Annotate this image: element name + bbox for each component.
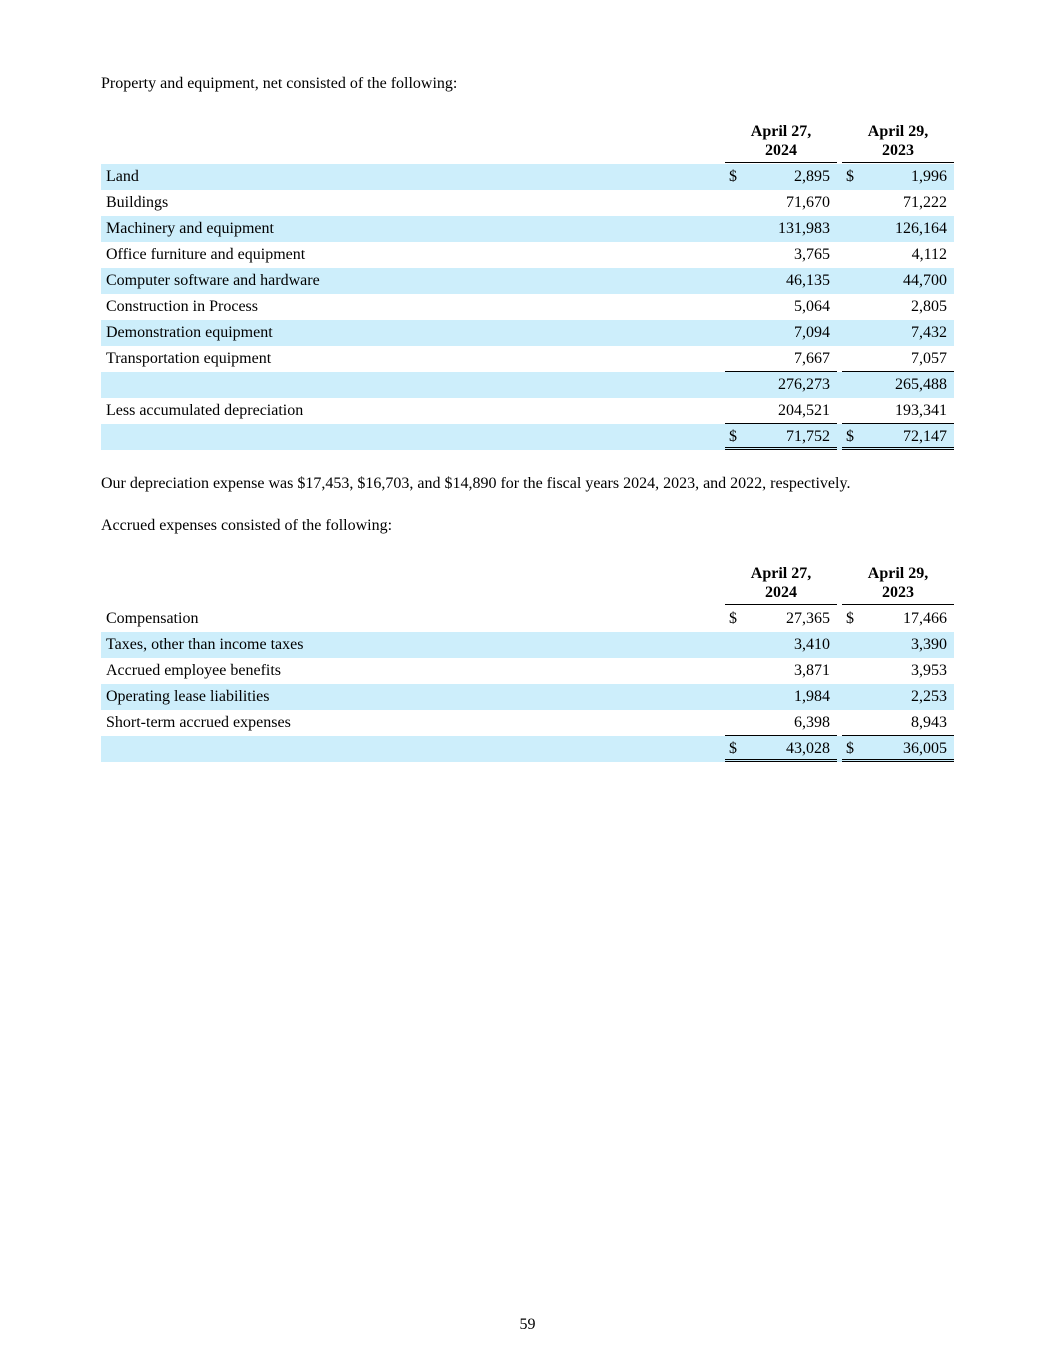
value-2023: 265,488 [895, 376, 947, 393]
table-header [101, 564, 954, 606]
table-row [101, 710, 954, 736]
subtotal-row [101, 372, 954, 398]
row-label: Less accumulated depreciation [106, 402, 304, 419]
column-header-2023: April 29, 2023 [842, 564, 954, 605]
value-2024: 276,273 [778, 376, 830, 393]
column-header-2023: April 29, 2023 [842, 122, 954, 163]
currency-symbol: $ [729, 168, 737, 185]
currency-symbol: $ [846, 168, 854, 185]
row-label: Taxes, other than income taxes [106, 636, 304, 653]
currency-symbol: $ [729, 428, 737, 445]
table-row [101, 242, 954, 268]
value-2024: 7,094 [794, 324, 830, 341]
value-2024: 131,983 [778, 220, 830, 237]
row-label: Short-term accrued expenses [106, 714, 291, 731]
row-label: Demonstration equipment [106, 324, 273, 341]
value-2023: 2,253 [911, 688, 947, 705]
value-2023: 2,805 [911, 298, 947, 315]
accrued-intro: Accrued expenses consisted of the following: [101, 517, 393, 534]
currency-symbol: $ [846, 610, 854, 627]
depreciation-note: Our depreciation expense was $17,453, $16,703, and $14,890 for the fiscal years 2024, 2023, and 2022, respectively. [101, 475, 851, 492]
value-2023: 36,005 [903, 740, 947, 757]
table-row [101, 320, 954, 346]
value-2023: 17,466 [903, 610, 947, 627]
value-2023: 126,164 [895, 220, 947, 237]
currency-symbol: $ [729, 740, 737, 757]
column-header-2024: April 27, 2024 [725, 122, 837, 163]
value-2024: 204,521 [778, 402, 830, 419]
table-row [101, 346, 954, 372]
value-2023: 4,112 [911, 246, 947, 263]
row-label: Office furniture and equipment [106, 246, 306, 263]
value-2023: 8,943 [911, 714, 947, 731]
value-2024: 27,365 [786, 610, 830, 627]
total-row [101, 424, 954, 450]
table-header [101, 122, 954, 164]
row-label: Operating lease liabilities [106, 688, 270, 705]
table-row [101, 190, 954, 216]
table-row [101, 294, 954, 320]
table-row [101, 684, 954, 710]
value-2023: 7,432 [911, 324, 947, 341]
column-header-2024: April 27, 2024 [725, 564, 837, 605]
value-2024: 46,135 [786, 272, 830, 289]
row-label: Land [106, 168, 139, 185]
value-2024: 3,765 [794, 246, 830, 263]
accrued-expenses-table [101, 564, 954, 762]
ppe-table [101, 122, 954, 450]
page-number: 59 [519, 1316, 536, 1333]
table-row [101, 606, 954, 632]
row-label: Transportation equipment [106, 350, 272, 367]
value-2023: 3,390 [911, 636, 947, 653]
value-2024: 5,064 [794, 298, 830, 315]
table-row [101, 632, 954, 658]
value-2023: 1,996 [911, 168, 947, 185]
row-label: Accrued employee benefits [106, 662, 282, 679]
value-2023: 44,700 [903, 272, 947, 289]
row-label: Machinery and equipment [106, 220, 274, 237]
value-2024: 71,752 [786, 428, 830, 445]
currency-symbol: $ [729, 610, 737, 627]
value-2024: 1,984 [794, 688, 830, 705]
value-2024: 71,670 [786, 194, 830, 211]
currency-symbol: $ [846, 428, 854, 445]
value-2023: 71,222 [903, 194, 947, 211]
value-2024: 7,667 [794, 350, 830, 367]
table-row [101, 398, 954, 424]
table-row [101, 164, 954, 190]
row-label: Compensation [106, 610, 199, 627]
ppe-intro: Property and equipment, net consisted of the following: [101, 75, 458, 92]
table-row [101, 268, 954, 294]
value-2024: 3,410 [794, 636, 830, 653]
total-row [101, 736, 954, 762]
value-2024: 2,895 [794, 168, 830, 185]
table-row [101, 658, 954, 684]
currency-symbol: $ [846, 740, 854, 757]
value-2024: 6,398 [794, 714, 830, 731]
row-label: Buildings [106, 194, 169, 211]
value-2023: 3,953 [911, 662, 947, 679]
value-2023: 72,147 [903, 428, 947, 445]
value-2023: 193,341 [895, 402, 947, 419]
table-row [101, 216, 954, 242]
value-2024: 3,871 [794, 662, 830, 679]
value-2023: 7,057 [911, 350, 947, 367]
value-2024: 43,028 [786, 740, 830, 757]
row-label: Computer software and hardware [106, 272, 320, 289]
row-label: Construction in Process [106, 298, 258, 315]
